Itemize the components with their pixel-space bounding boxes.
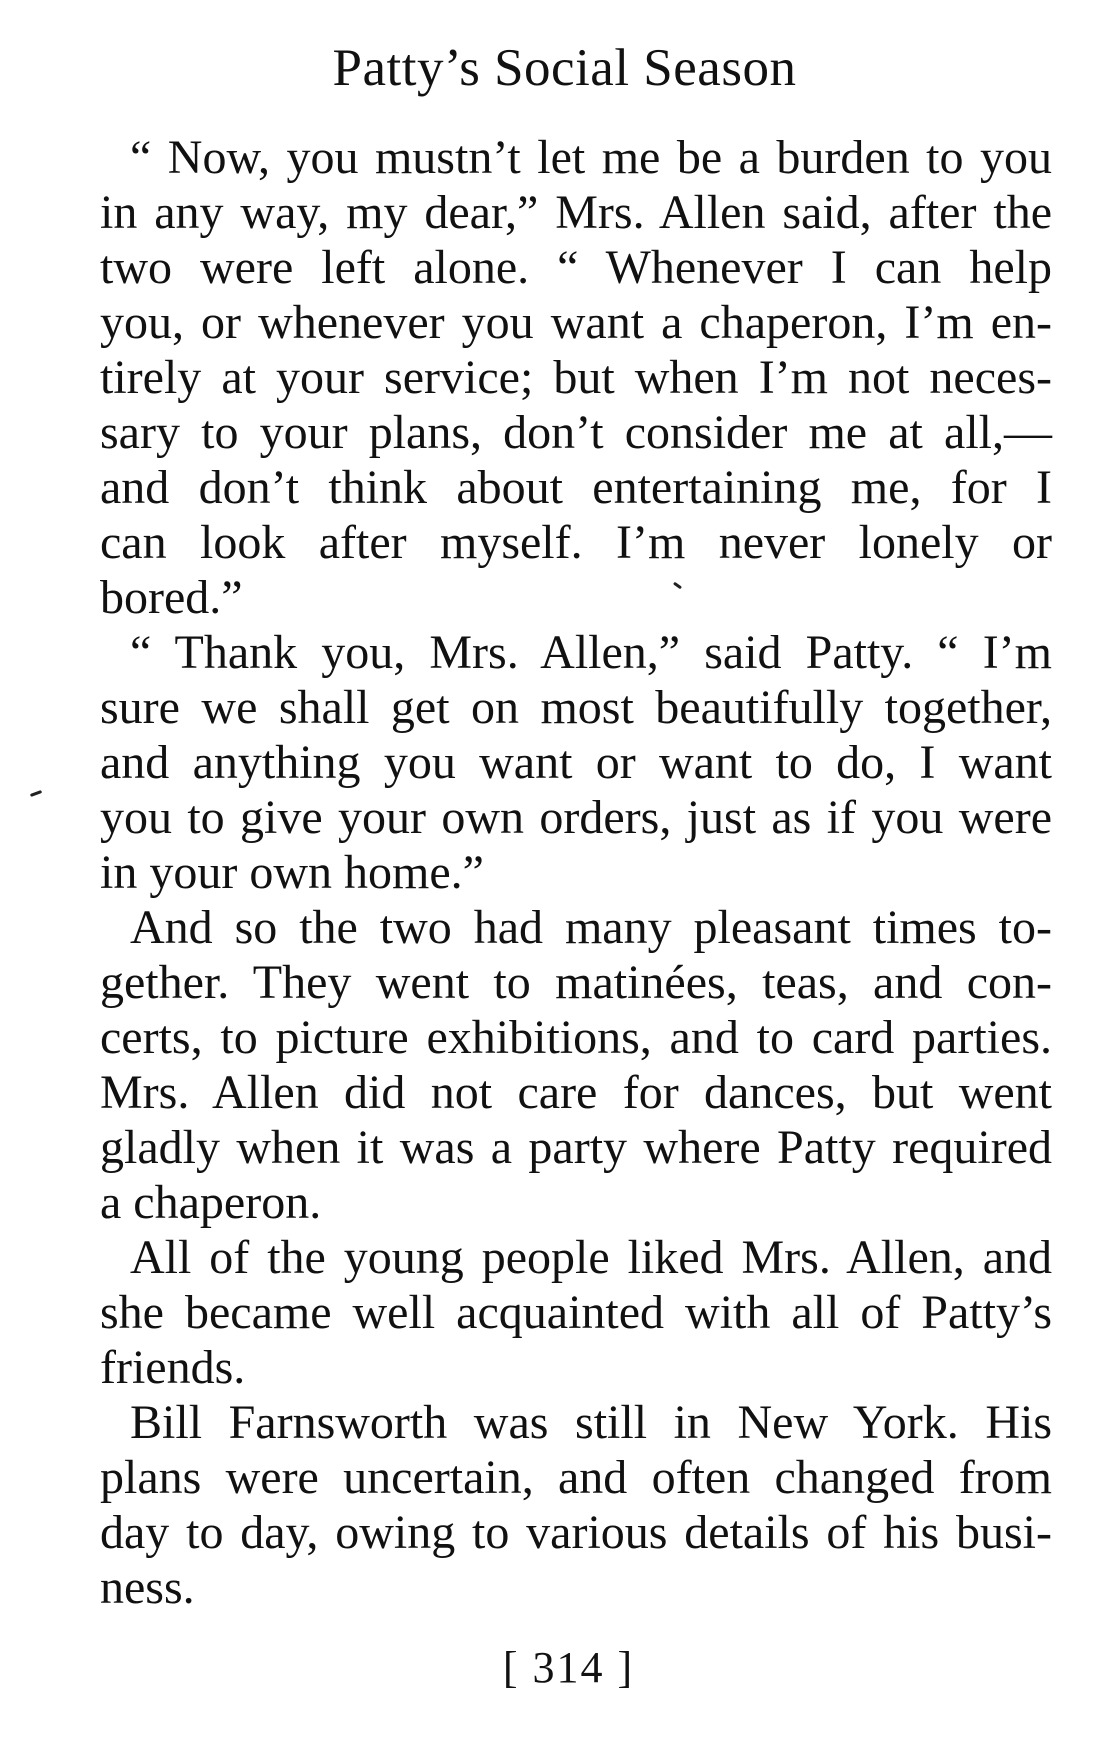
text-line: friends. [100, 1341, 246, 1394]
text-line: “ Thank you, Mrs. Allen,” said Patty. “ I’m [130, 626, 1052, 679]
text-line: sure we shall get on most beautifully together, [100, 681, 1052, 734]
running-header [0, 36, 1093, 100]
text-line: and don’t think about entertaining me, for I [100, 461, 1052, 514]
text-line: sary to your plans, don’t consider me at all,— [100, 406, 1052, 459]
text-line: ness. [100, 1561, 195, 1614]
paragraph-2 [100, 625, 1052, 900]
print-speck [30, 790, 42, 797]
text-line: a chaperon. [100, 1176, 322, 1229]
text-line: “ Now, you mustn’t let me be a burden to you [130, 131, 1052, 184]
paragraph-3 [100, 900, 1052, 1230]
text-line: you, or whenever you want a chaperon, I’m en- [100, 296, 1052, 349]
text-line: All of the young people liked Mrs. Allen, and [130, 1231, 1052, 1284]
running-title: Patty’s Social Season [332, 39, 797, 97]
paragraph-5 [100, 1395, 1052, 1615]
text-line: certs, to picture exhibitions, and to card parties. [100, 1011, 1052, 1064]
page-number-text: [ 314 ] [502, 1643, 635, 1692]
text-line: And so the two had many pleasant times to- [130, 901, 1052, 954]
text-line: in any way, my dear,” Mrs. Allen said, after the [100, 186, 1052, 239]
text-line: you to give your own orders, just as if you were [100, 791, 1052, 844]
body-text [100, 130, 1052, 1615]
text-line: plans were uncertain, and often changed from [100, 1451, 1052, 1504]
text-line: gladly when it was a party where Patty required [100, 1121, 1052, 1174]
text-line: tirely at your service; but when I’m not neces- [100, 351, 1052, 404]
page-number [0, 1640, 1093, 1696]
text-line: two were left alone. “ Whenever I can help [100, 241, 1052, 294]
text-line: day to day, owing to various details of his busi- [100, 1506, 1052, 1559]
text-line: and anything you want or want to do, I want [100, 736, 1052, 789]
text-line: she became well acquainted with all of Patty’s [100, 1286, 1052, 1339]
text-line: can look after myself. I’m never lonely or [100, 516, 1052, 569]
text-line: Mrs. Allen did not care for dances, but went [100, 1066, 1052, 1119]
paragraph-4 [100, 1230, 1052, 1395]
text-line: in your own home.” [100, 846, 484, 899]
text-line: bored.” [100, 571, 243, 624]
text-line: gether. They went to matinées, teas, and con- [100, 956, 1052, 1009]
text-line: Bill Farnsworth was still in New York. His [130, 1396, 1052, 1449]
paragraph-1 [100, 130, 1052, 625]
